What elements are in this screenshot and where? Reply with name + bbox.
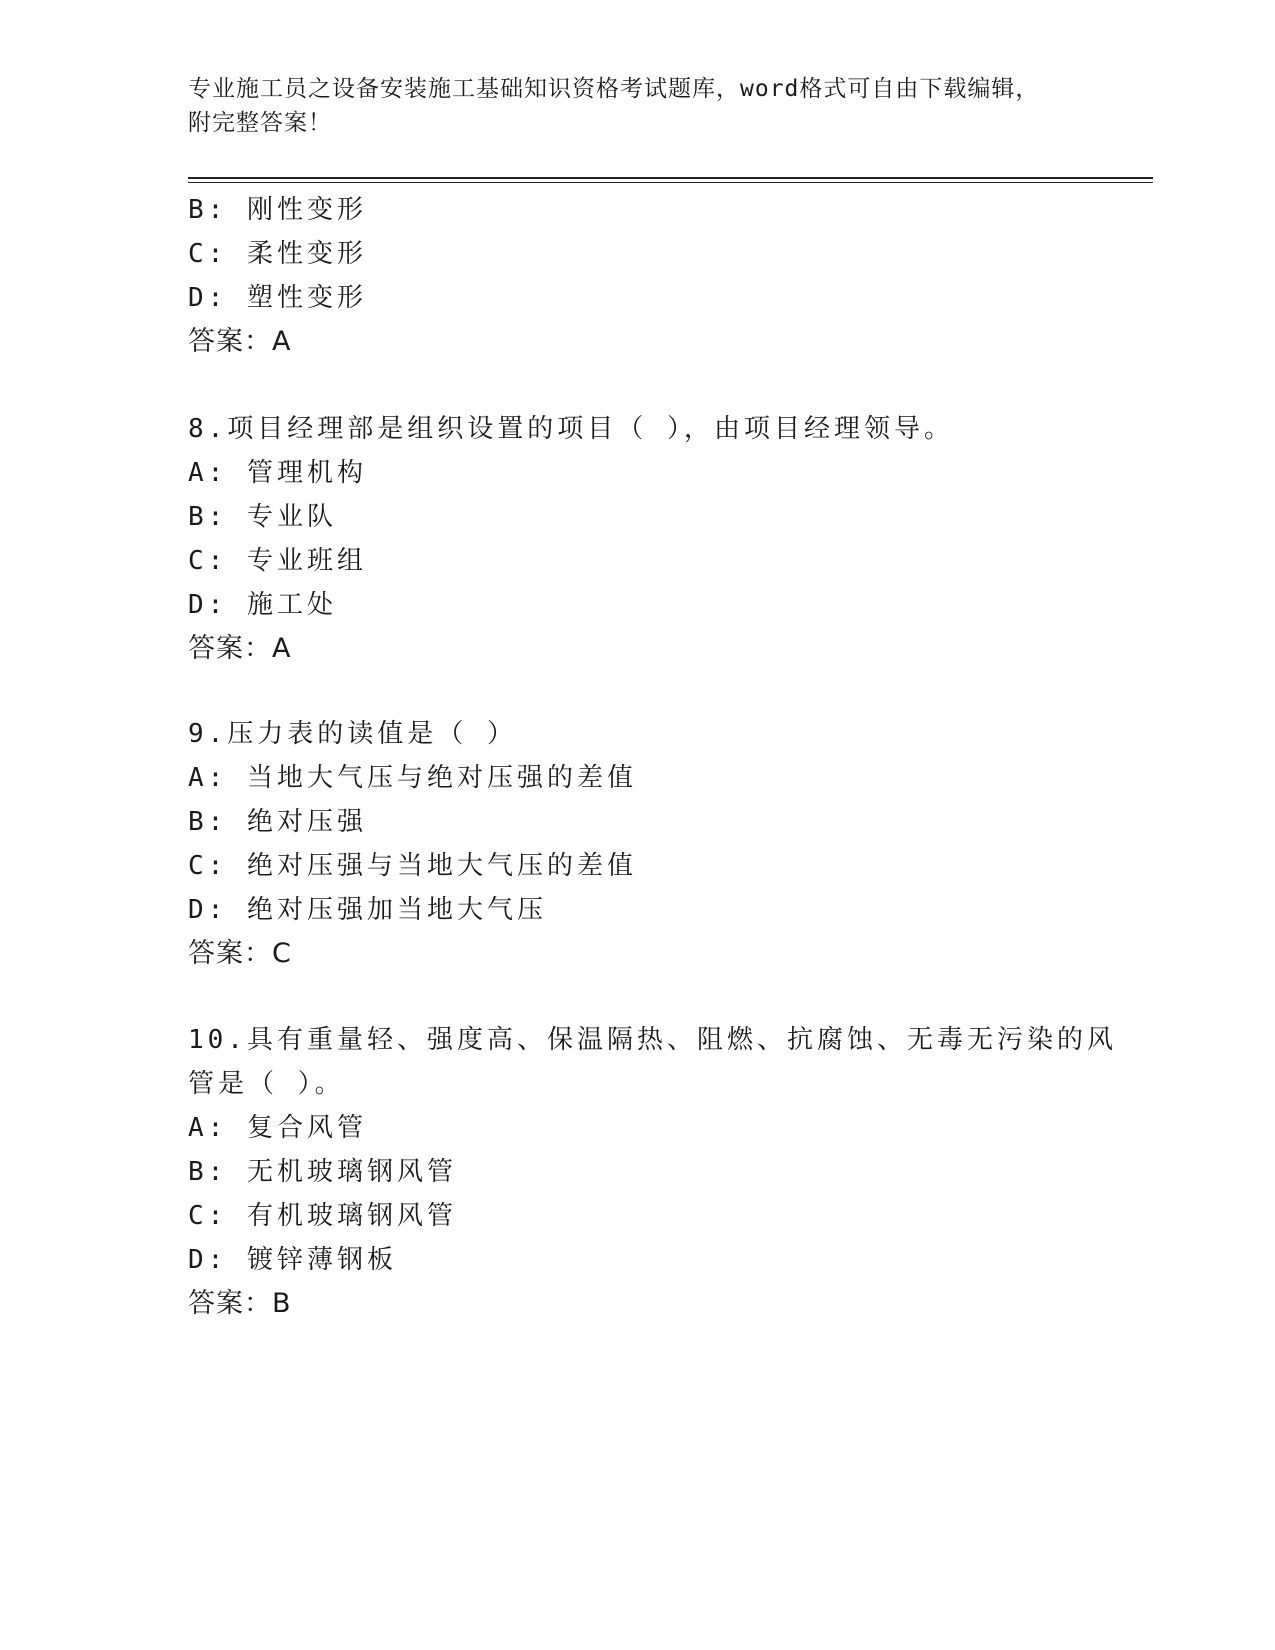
header-line-2: 附完整答案！ [188, 110, 332, 136]
q10-option-b: B: 无机玻璃钢风管 [188, 1157, 457, 1187]
prev-option-c: C: 柔性变形 [188, 239, 367, 269]
q8-stem: 8.项目经理部是组织设置的项目（ ），由项目经理领导。 [188, 414, 954, 444]
q10-answer: 答案：B [188, 1288, 292, 1319]
document-header [188, 72, 1088, 140]
q8-answer: 答案：A [188, 633, 292, 664]
q9-option-c: C: 绝对压强与当地大气压的差值 [188, 851, 637, 881]
q9-option-a: A: 当地大气压与绝对压强的差值 [188, 763, 637, 793]
q9-option-d: D: 绝对压强加当地大气压 [188, 895, 547, 925]
prev-option-d: D: 塑性变形 [188, 283, 367, 313]
q8-option-d: D: 施工处 [188, 590, 337, 620]
q8-option-b: B: 专业队 [188, 502, 337, 532]
header-line-1: 专业施工员之设备安装施工基础知识资格考试题库，word格式可自由下载编辑， [188, 76, 1040, 102]
q9-answer: 答案：C [188, 938, 292, 969]
q8-option-c: C: 专业班组 [188, 546, 367, 576]
q10-option-d: D: 镀锌薄钢板 [188, 1245, 397, 1275]
q10-option-c: C: 有机玻璃钢风管 [188, 1201, 457, 1231]
q10-stem-line-2: 管是（ ）。 [188, 1069, 345, 1099]
prev-answer: 答案：A [188, 326, 292, 357]
header-divider-thin [188, 182, 1153, 183]
q9-option-b: B: 绝对压强 [188, 807, 367, 837]
q10-stem-line-1: 10.具有重量轻、强度高、保温隔热、阻燃、抗腐蚀、无毒无污染的风 [188, 1025, 1117, 1055]
q10-option-a: A: 复合风管 [188, 1113, 367, 1143]
header-divider-thick [188, 177, 1153, 179]
q8-option-a: A: 管理机构 [188, 458, 367, 488]
prev-option-b: B: 刚性变形 [188, 195, 367, 225]
q9-stem: 9.压力表的读值是（ ） [188, 719, 517, 749]
